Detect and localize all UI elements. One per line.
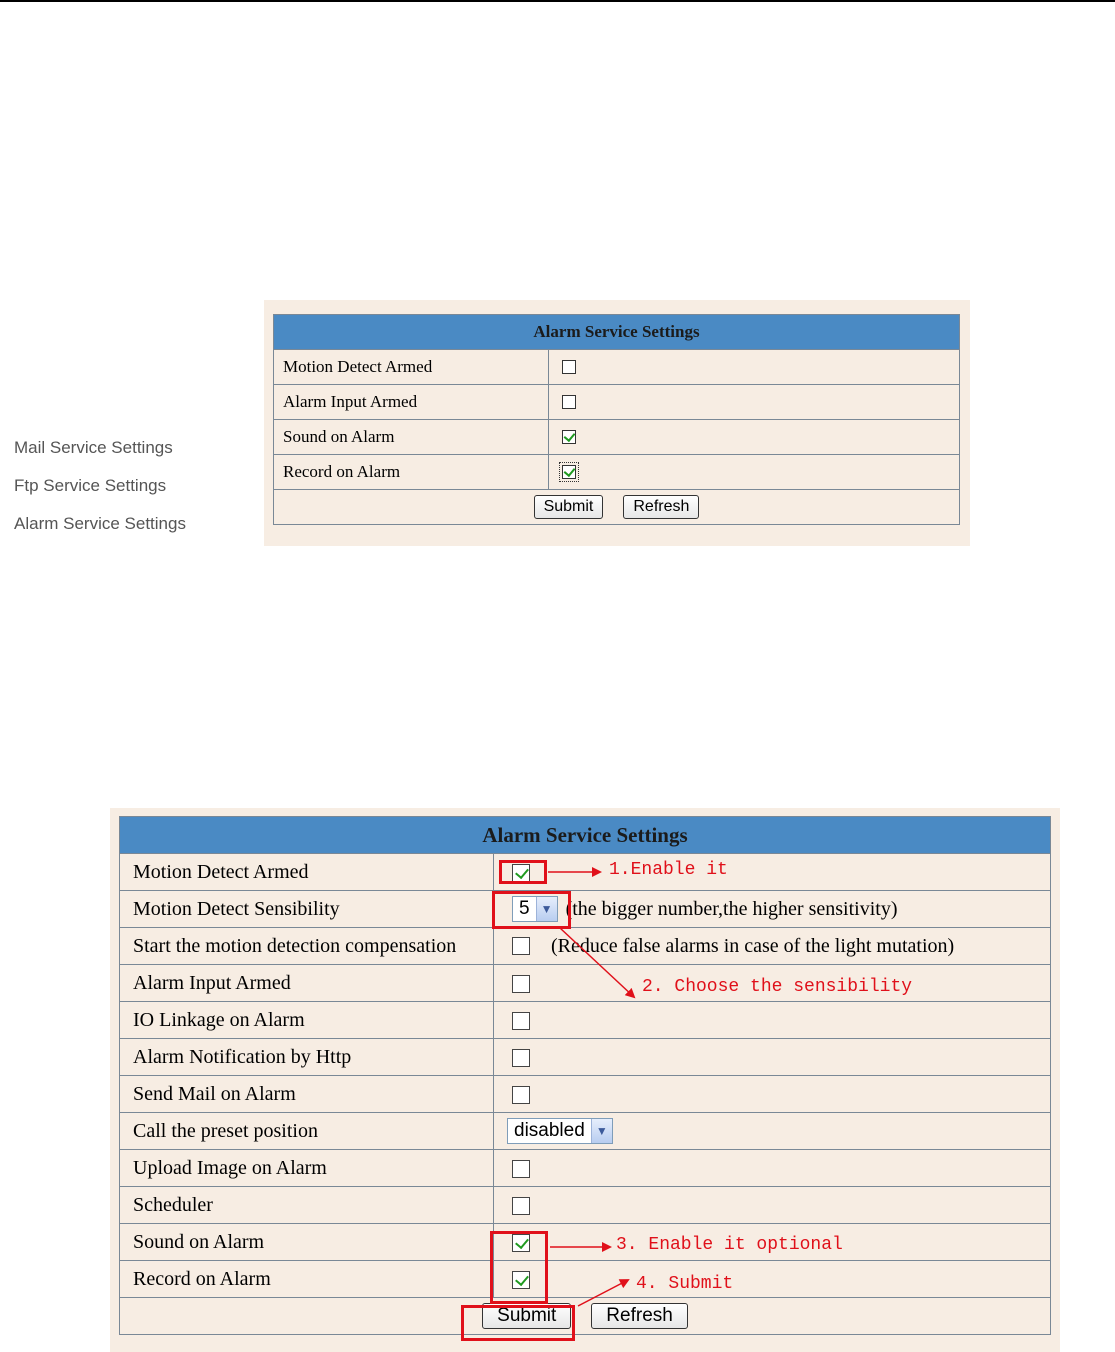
- scheduler-label: Scheduler: [120, 1187, 494, 1224]
- annotation-step2: 2. Choose the sensibility: [642, 977, 913, 997]
- http-notification-label: Alarm Notification by Http: [120, 1039, 494, 1076]
- refresh-button[interactable]: Refresh: [623, 495, 699, 519]
- panel-title: Alarm Service Settings: [274, 315, 960, 350]
- motion-detect-armed-label: Motion Detect Armed: [274, 350, 549, 385]
- io-linkage-label: IO Linkage on Alarm: [120, 1002, 494, 1039]
- menu-item-alarm-service[interactable]: Alarm Service Settings: [14, 514, 186, 533]
- preset-position-value: disabled: [514, 1120, 585, 1141]
- menu-item-ftp-service[interactable]: Ftp Service Settings: [14, 476, 167, 495]
- upload-image-label: Upload Image on Alarm: [120, 1150, 494, 1187]
- send-mail-label: Send Mail on Alarm: [120, 1076, 494, 1113]
- record-on-alarm-label: Record on Alarm: [274, 455, 549, 490]
- alarm-input-armed-label: Alarm Input Armed: [274, 385, 549, 420]
- submit-button[interactable]: Submit: [534, 495, 604, 519]
- chevron-down-icon: ▼: [536, 897, 557, 921]
- record-on-alarm-label: Record on Alarm: [120, 1261, 494, 1298]
- sensibility-value: 5: [519, 898, 530, 919]
- annotation-step4: 4. Submit: [636, 1274, 734, 1294]
- annotation-step1: 1.Enable it: [609, 860, 728, 880]
- motion-compensation-label: Start the motion detection compensation: [120, 928, 494, 965]
- chevron-down-icon: ▼: [591, 1119, 612, 1143]
- motion-detect-sensibility-label: Motion Detect Sensibility: [120, 891, 494, 928]
- compensation-hint: (Reduce false alarms in case of the light mutation): [551, 934, 955, 957]
- submit-button[interactable]: Submit: [482, 1303, 571, 1329]
- panel-title: Alarm Service Settings: [120, 817, 1051, 854]
- sound-on-alarm-label: Sound on Alarm: [120, 1224, 494, 1261]
- sensibility-hint: (the bigger number,the higher sensitivity): [565, 897, 898, 920]
- annotation-step3: 3. Enable it optional: [616, 1235, 843, 1255]
- menu-item-mail-service[interactable]: Mail Service Settings: [14, 438, 173, 457]
- sound-on-alarm-label: Sound on Alarm: [274, 420, 549, 455]
- arrow-step4: [578, 1280, 628, 1306]
- motion-detect-armed-label: Motion Detect Armed: [120, 854, 494, 891]
- preset-position-label: Call the preset position: [120, 1113, 494, 1150]
- refresh-button[interactable]: Refresh: [591, 1303, 688, 1329]
- arrow-step2: [560, 928, 634, 997]
- alarm-input-armed-label: Alarm Input Armed: [120, 965, 494, 1002]
